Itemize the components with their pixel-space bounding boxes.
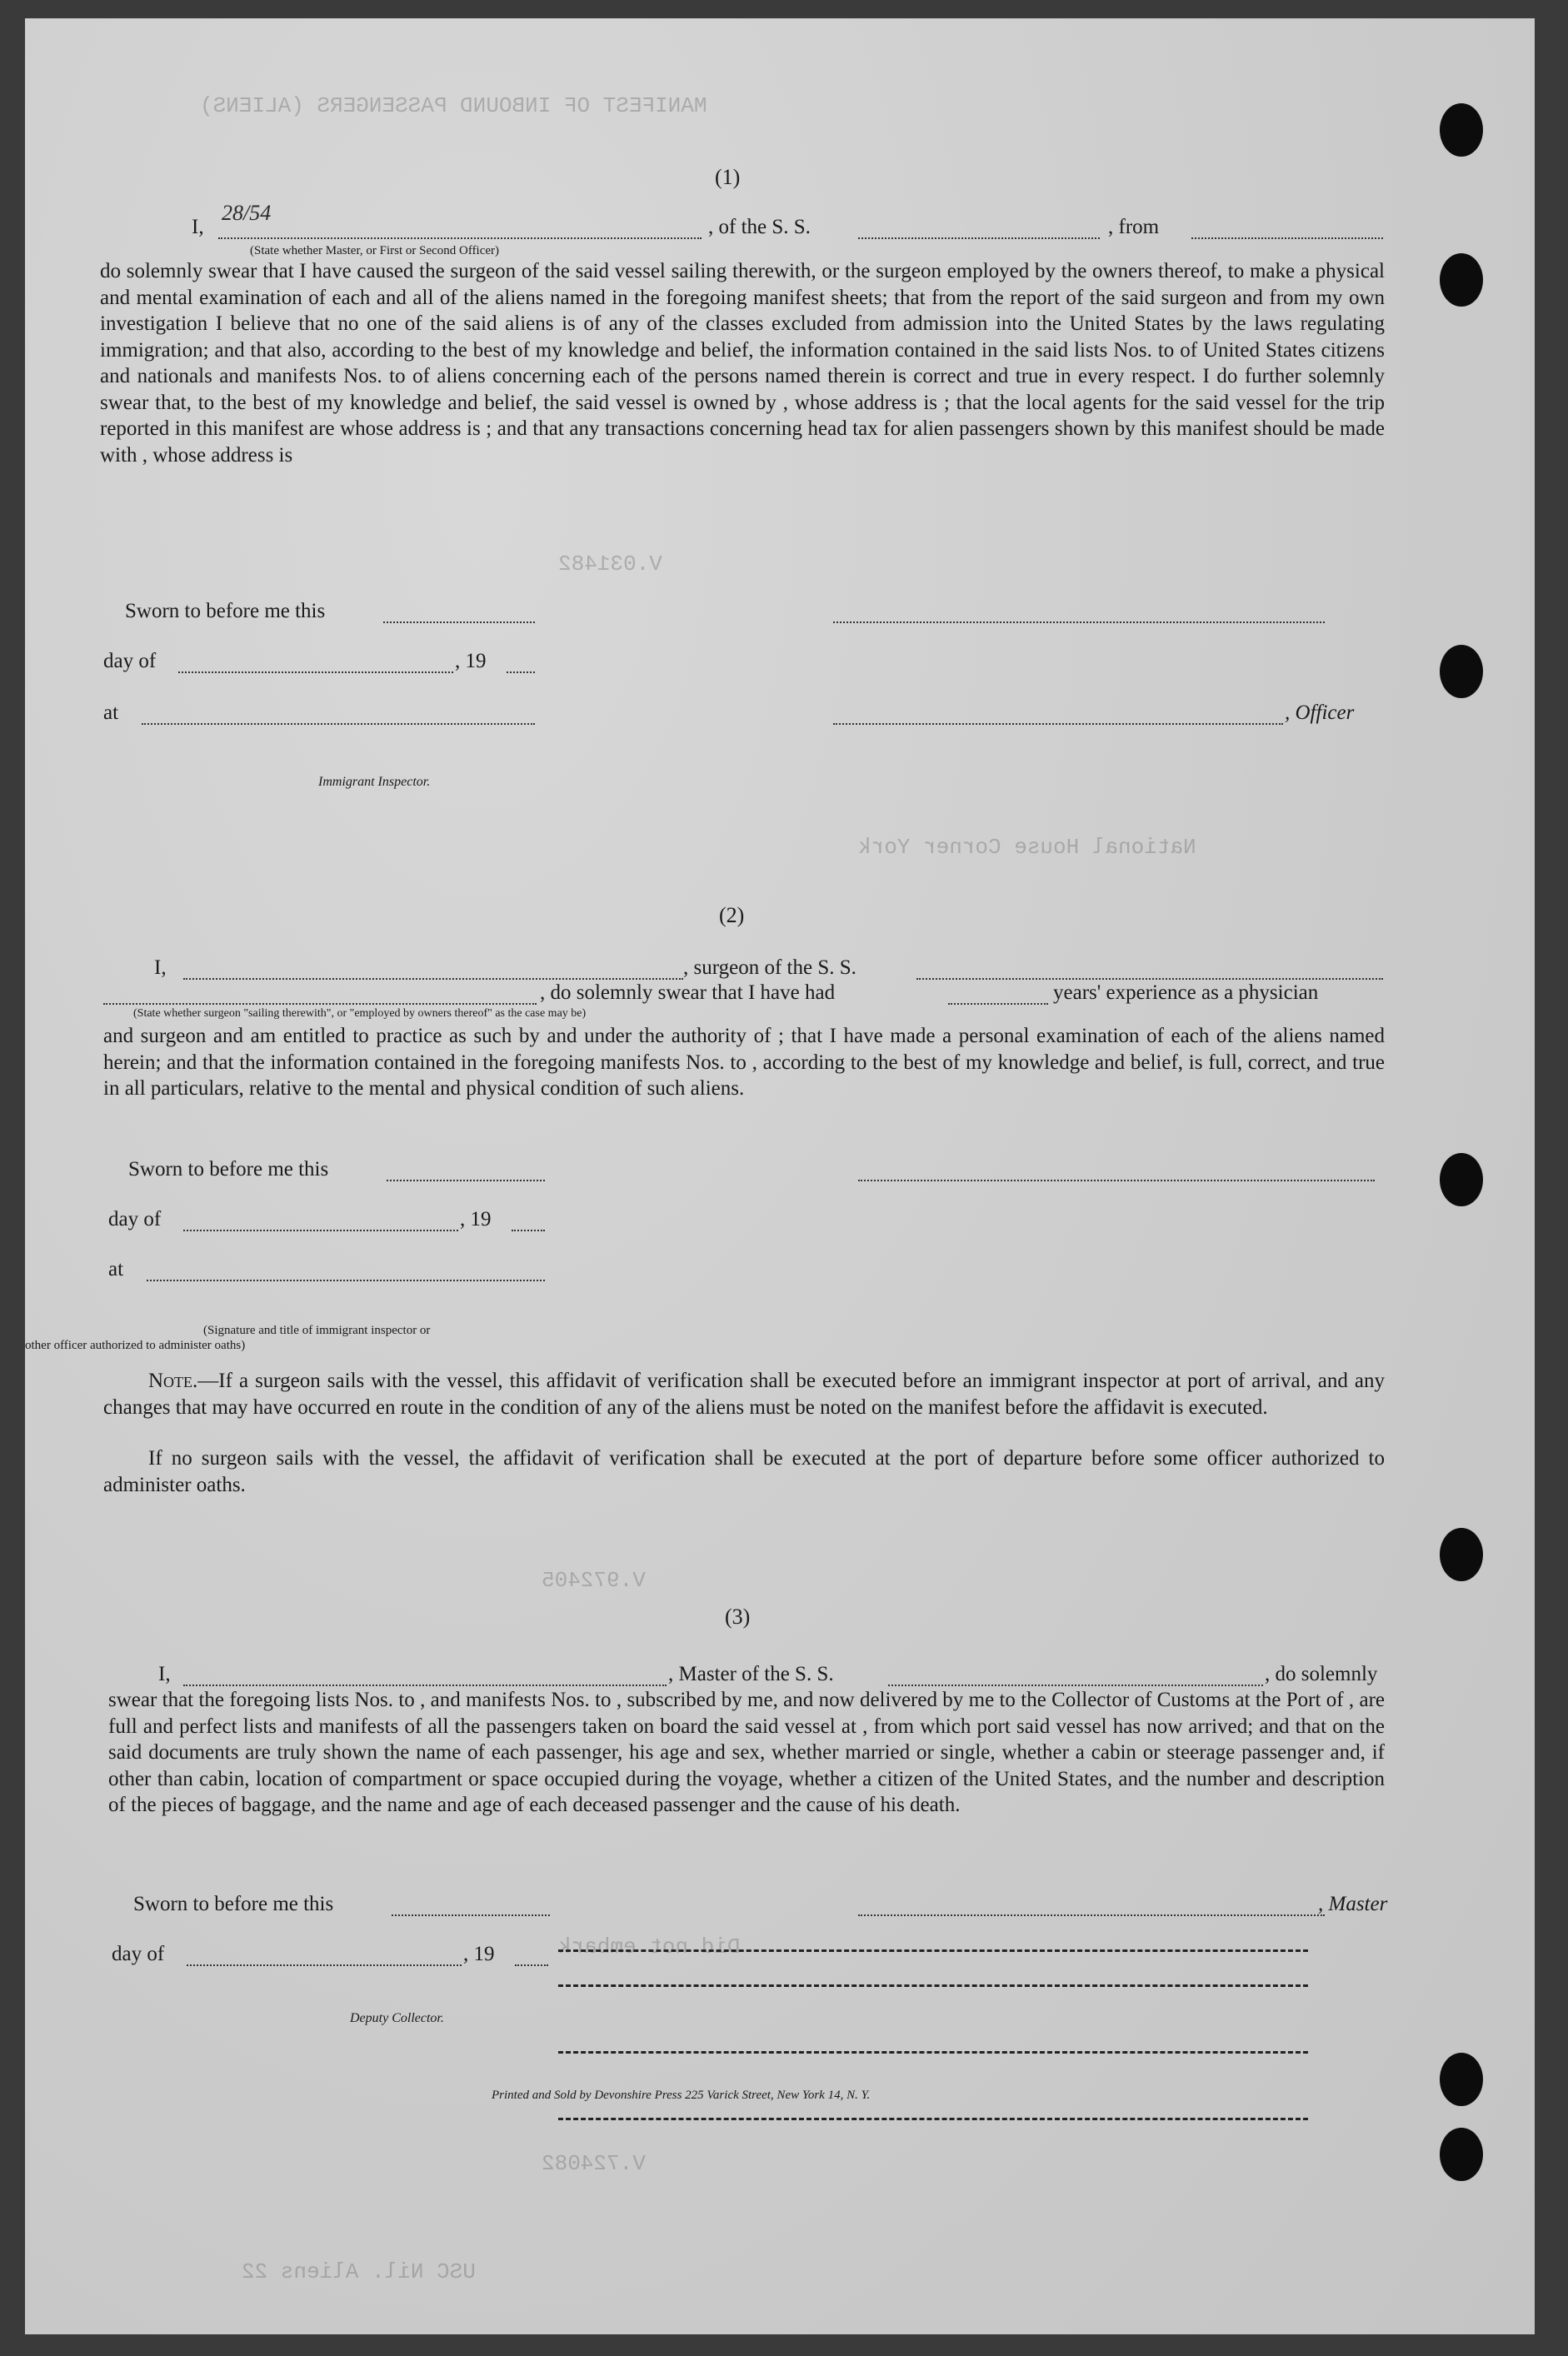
punch-hole: [1440, 2128, 1483, 2181]
s1-officer-note: (State whether Master, or First or Second Officer): [250, 244, 500, 257]
s3-dashed-line: [558, 1949, 1308, 1952]
s1-vessel-blank: [858, 221, 1100, 239]
s3-day-blank: [187, 1948, 462, 1966]
s1-officer: , Officer: [1285, 701, 1355, 724]
note-label: Note.: [148, 1370, 198, 1392]
bleed-through-text: National House Corner York: [858, 835, 1196, 860]
s1-at-blank: [142, 706, 535, 725]
s3-line1-i: I,: [158, 1663, 171, 1685]
punch-hole: [1440, 103, 1483, 157]
s2-year-blank: [512, 1213, 545, 1231]
s3-line1-swear: , do solemnly: [1265, 1663, 1378, 1685]
s2-line2-years: years' experience as a physician: [1053, 981, 1319, 1004]
s1-line1-from: , from: [1108, 216, 1160, 238]
s2-sworn: Sworn to before me this: [128, 1158, 329, 1180]
s3-master: , Master: [1318, 1893, 1388, 1915]
s2-sig-blank: [858, 1163, 1375, 1181]
s2-surgeon-name-blank: [183, 961, 683, 980]
s2-vessel-blank: [916, 961, 1383, 980]
note-p1: [103, 1368, 1385, 1420]
bleed-through-text: MANIFEST OF INBOUND PASSENGERS (ALIENS): [200, 93, 707, 118]
s3-dashed-line: [558, 1984, 1308, 1987]
s1-body: do solemnly swear that I have caused the surgeon of the said vessel sailing therewith, or the surgeon employed by the owners thereof, to make a physical and mental examination of each and all of the aliens named in the foregoing manifest sheets; that from the report of the said surgeon and from my own investigation I believe that no one of the said aliens is of any of the classes excluded from admission into the United States by the laws regulating immigration; and that also, according to the best of my knowledge and belief, the information contained in the said lists Nos. to of United States citizens and nationals and manifests Nos. to of aliens concerning each of the persons named therein is correct and true in every respect. I do further solemnly swear that, to the best of my knowledge and belief, the said vessel is owned by , whose address is ; that the local agents for the said vessel for the trip reported in this manifest are whose address is ; and that any transactions concerning head tax for alien passengers shown by this manifest should be made with , whose address is: [100, 260, 1385, 467]
punch-hole: [1440, 2053, 1483, 2106]
s2-at: at: [108, 1258, 124, 1280]
s1-day-of: day of: [103, 650, 157, 672]
s2-line1-i: I,: [154, 956, 167, 979]
printer-footer: Printed and Sold by Devonshire Press 225 Varick Street, New York 14, N. Y.: [492, 2089, 871, 2102]
s3-sworn-blank: [392, 1898, 550, 1916]
s2-line1-surgeon: , surgeon of the S. S.: [683, 956, 856, 979]
s2-surgeon-note: (State whether surgeon "sailing therewith", or "employed by owners thereof" as the case may be): [133, 1007, 587, 1020]
handwritten-number: 28/54: [222, 201, 272, 225]
bleed-through-text: V.972405: [542, 1568, 646, 1593]
punch-hole: [1440, 645, 1483, 698]
s3-year: , 19: [463, 1943, 495, 1965]
s1-year-blank: [507, 655, 535, 673]
bleed-through-text: V.031482: [558, 552, 662, 577]
bleed-through-text: Did not embark: [558, 1934, 741, 1959]
s1-day-blank: [178, 655, 453, 673]
s2-year: , 19: [460, 1208, 492, 1230]
s3-body: swear that the foregoing lists Nos. to , and manifests Nos. to , subscribed by me, and now delivered by me to the Collector of Customs at the Port of , are full and perfect lists and manifests of all the passengers taken on board the said vessel at , from which port said vessel has now arrived; and that on the said documents are truly shown the name of each passenger, his age and sex, whether married or single, whether a cabin or steerage passenger and, if other than cabin, location of compartment or space occupied during the voyage, whether a citizen of the United States, and the number and description of the pieces of baggage, and the name and age of each deceased passenger and the cause of his death.: [108, 1689, 1385, 1816]
s3-sworn: Sworn to before me this: [133, 1893, 334, 1915]
s2-day-blank: [183, 1213, 458, 1231]
s3-day-of: day of: [112, 1943, 165, 1965]
s2-sig-note-2: other officer authorized to administer oaths): [25, 1339, 246, 1352]
s1-line1-of-ss: , of the S. S.: [708, 216, 811, 238]
section-3-number: (3): [725, 1605, 751, 1629]
s2-years-blank: [948, 986, 1048, 1005]
s1-officer-sig-blank: [833, 706, 1283, 725]
s1-line1-i: I,: [192, 216, 204, 238]
s3-year-blank: [515, 1948, 548, 1966]
note-p1-text: —If a surgeon sails with the vessel, this affidavit of verification shall be executed before an immigrant inspector at port of arrival, and any changes that may have occurred en route in the condition of any of the aliens must be noted on the manifest before the affidavit is executed.: [103, 1370, 1385, 1419]
manifest-page: [25, 18, 1535, 2334]
s3-dashed-line: [558, 2118, 1308, 2120]
note-p2: If no surgeon sails with the vessel, the affidavit of verification shall be executed at the port of departure before some officer authorized to administer oaths.: [103, 1447, 1385, 1496]
s1-year: , 19: [455, 650, 487, 672]
s3-line1-master: , Master of the S. S.: [668, 1663, 834, 1685]
s2-day-of: day of: [108, 1208, 162, 1230]
s1-from-blank: [1191, 221, 1383, 239]
section-2-number: (2): [719, 903, 745, 927]
s2-line2-blank: [103, 986, 537, 1005]
s1-sig-blank: [833, 605, 1325, 623]
s2-body: and surgeon and am entitled to practice as such by and under the authority of ; that I have made a personal examination of each of the aliens named herein; and that the information contained in the foregoing manifests Nos. to , according to the best of my knowledge and belief, is full, correct, and true in all particulars, relative to the mental and physical condition of such aliens.: [103, 1025, 1385, 1100]
bleed-through-text: V.724082: [542, 2151, 646, 2176]
s1-sworn: Sworn to before me this: [125, 600, 326, 622]
punch-hole: [1440, 1528, 1483, 1581]
punch-hole: [1440, 1153, 1483, 1206]
punch-hole: [1440, 253, 1483, 307]
s1-inspector: Immigrant Inspector.: [318, 775, 431, 789]
s3-dashed-line: [558, 2051, 1308, 2054]
s2-line2-swear: , do solemnly swear that I have had: [540, 981, 836, 1004]
s2-sworn-blank: [387, 1163, 545, 1181]
s1-at: at: [103, 701, 119, 724]
s1-officer-blank: [218, 221, 702, 239]
s3-master-sig-blank: [858, 1898, 1325, 1916]
s1-sworn-blank: [383, 605, 535, 623]
bleed-through-text: USC Nil. Aliens 22: [242, 2259, 476, 2284]
s3-master-name-blank: [183, 1668, 667, 1686]
section-1-number: (1): [715, 165, 741, 189]
s3-collector: Deputy Collector.: [350, 2011, 444, 2025]
s2-at-blank: [147, 1263, 545, 1281]
s2-sig-note-1: (Signature and title of immigrant inspector or: [203, 1324, 431, 1337]
s3-vessel-blank: [888, 1668, 1263, 1686]
